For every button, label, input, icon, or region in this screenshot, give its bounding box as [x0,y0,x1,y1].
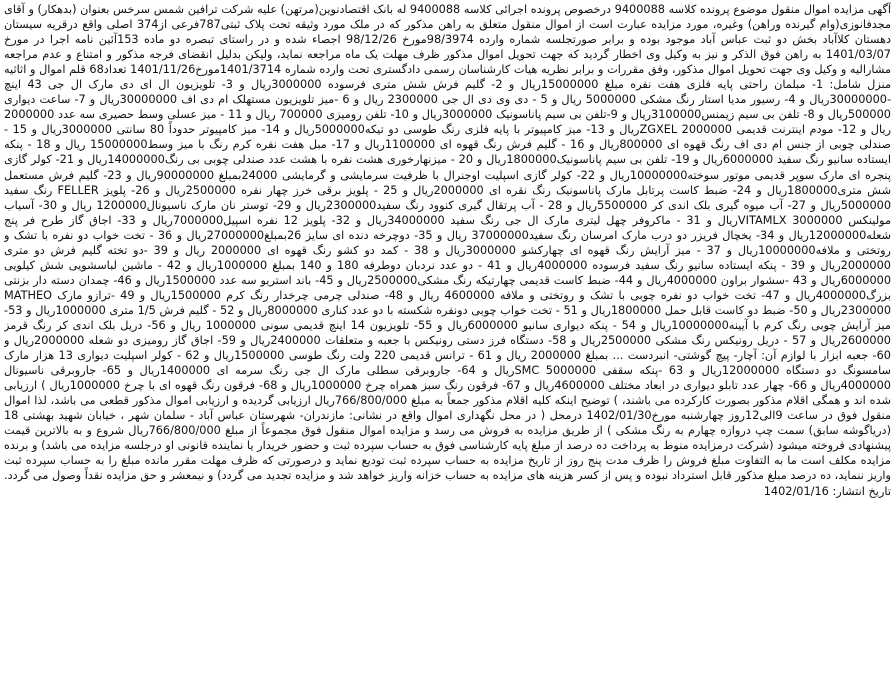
auction-notice [4,2,891,669]
notice-body-text: آگهی مزایده اموال منقول موضوع پرونده کلاسه 9400088 درخصوص پرونده اجرائی کلاسه 9400088 له بانک اقتصادنوین(مرتهن) علیه شرکت ترافین شمس سرخس بعنوان (بدهکار) و آقای مجدفانوزی(وام گیرنده وراهن) وغیره، مورد مزایده عبارت است از اموال منقول متعلق به راهن مذکور که در ملک مورد وثیقه تحت پلاک ثبتی787فرعی از374 اصلی واقع درقریه سیستان دهستان کلاآباد بخش دو ثبت عباس آباد موجود بوده و برابر صورتجلسه شماره وارده 98/3974مورخ 98/12/26 اجصاء شده و در راستای تبصره دو ماده 153آئین نامه اجرا در مورخ 1401/03/07 به راهن فوق الذکر و نیز به وکیل وی اخطار گردید که جهت تحویل اموال مذکور ظرف مهلت یک ماه مراجعه نماید، ولیکن بدلیل انقضای فرجه مذکور و امتناع و عدم مراجعه مشارالیه و وکیل وی جهت تحویل اموال مذکور، وفق مقررات و برابر نظریه هیات کارشناسان رسمی دادگستری تحت وارده شماره 1401/3714مورخ1401/11/26 تعداد68 قلم اموال و اثاثیه منزل شامل: 1- مبلمان راحتی پایه فلزی هفت نفره مبلغ 15000000ریال و 2- گلیم فرش شش متری فرسوده 3000000ریال و 3- تلویزیون ال ای دی مارک ال جی 43 اینچ -30000000ریال و 4- رسیور مدیا استار رنگ مشکی 5000000 ریال و 5 - دی وی دی ال جی 2300000 ریال و 6 -میز تلویزیون مستهلک ام دی اف 30000000ریال و 7- ساعت دیواری 500000ریال و 8- تلفن بی سیم زیمنس3100000ریال و 9-تلفن بی سیم پاناسونیک 3000000ریال و 10- تلفن رومیزی 700000 ریال و 11 - میز عسلی وسط حصیری سه عدد 2000000 ریال و 12- مودم اینترنت قدیمی ZGXEL 2000000ریال و 13- میز کامپیوتر با پایه فلزی رنگ طوسی دو تیکه5000000ریال و 14- میز کامپیوتر حدوداً 80 سانتی 3000000ریال و 15 - صندلی چوبی از جنس ام دی اف رنگ قهوه ای 800000ریال و 16 - گلیم فرش رنگ قهوه ای 1100000ریال و 17- مبل هفت نفره کرم رنگ با میز وسط15000000 ریال و 18 - پنکه ایستاده سانیو رنگ سفید 6000000ریال و 19- تلفن بی سیم پاناسونیک1800000ریال و 20 - میزنهارخوری هشت نفره با هشت عدد صندلی چوبی بی رنگ14000000ریال و 21- کولر گازی پنجره ای مارک سوپر قدیمی موتور سوخته10000000ریال و 22- کولر گازی اسپلیت اوجنرال با ظرفیت سرمایشی و گرمایشی 24000بمبلغ 90000000ریال و 23- گلیم فرش مستعمل شش متری1800000ریال و 24- ضبط کاست پرتابل مارک پاناسونیک رنگ نقره ای 2000000ریال و 25 - پلویز برقی خرز چهار نفره 2500000ریال و 26- پلویز FELLER رنگ سفید 5000000ریال و 27- آب میوه گیری بلک اندی کر 5500000ریال و 28 - آب پرتقال گیری کنوود رنگ سفید2300000ریال و 29- توستر نان مارک ناسیونال1200000 ریال و 30- آسیاب مولینکس VITAMLX 3000000ریال و 31 - ماکروفر چهل لیتری مارک ال جی رنگ سفید 34000000ریال و 32- پلویز 12 نفره اسپیل7000000ریال و 33- اجاق گاز طرح فر پنج شعله12000000ریال و 34- یخچال فریزر دو درب مارک امرسان رنگ سفید37000000 ریال و 35- دوچرخه دنده ای سایز 26بمبلغ27000000ریال و 36 - تخت خواب دو نفره با تشک و روتختی و ملافه10000000ریال و 37 - میز آرایش رنگ قهوه ای چهارکشو 3000000ریال و 38 - کمد دو کشو رنگ قهوه ای 2000000 ریال و 39 -دو تخته گلیم فرش دو متری 2000000ریال و 39 - پنکه ایستاده سانیو رنگ سفید فرسوده 4000000ریال و 41 - دو عدد نردبان دوطرفه 180 و 140 بمبلغ 1000000ریال و 42 - ماشین لباسشویی شش کیلویی 6000000ریال و 43 -سشوار براون 4000000ریال و 44- ضبط کاست قدیمی چهارتیکه رنگ مشکی2500000ریال و 45- باند استریو سه عدد 1500000ریال و 46- چمدان دسته دار بزنتی بزرگ4000000ریال و 47- تخت خواب دو نفره چوبی با تشک و روتختی و ملافه 4600000 ریال و 48- صندلی چرمی چرخدار رنگ کرم 1500000ریال و 49 -ترازو مارک MATHEO 2300000ریال و 50- ضبط دو کاست قابل حمل 1800000ریال و 51 - تخت خواب چوبی دونفره شکسته با دو عدد کناری 8000000ریال و 52 - گلیم فرش 1/5 متری 1000000ریال و 53-میز آرایش چوبی رنگ کرم با آیینه10000000ریال و 54 - پنکه دیواری سانیو 6000000ریال و 55- تلویزیون 14 اینچ قدیمی سونی 1000000 ریال و 56- دریل بلک اندی کر رنگ قرمز 2600000ریال و 57 - دریل رونیکس رنگ مشکی 2500000ریال و 58- دستگاه فرز دستی رونیکس با جعبه و متعلقات 2400000ریال و 59- اجاق گاز رومیزی دو شعله 2000000ریال و 60- جعبه ابزار با لوازم آن: آچار- پیچ گوشتی- انبردست ... بمبلغ 2000000 ریال و 61 - ترانس قدیمی 220 ولت رنگ طوسی 1500000ریال و 62 - کولر اسپلیت دیواری 13 هزار مارک سامسونگ دو دستگاه 12000000ریال و 63 -پنکه سقفی SMC 5000000ریال و 64- جاروبرقی سطلی مارک ال جی رنگ سرمه ای 1400000ریال و 65- جاروبرقی ناسیونال 4000000ریال و 66- چهار عدد تابلو دیواری در ابعاد مختلف 4600000ریال و 67- فرقون رنگ سبز همراه چرخ 1000000ریال و 68- فرقون رنگ قهوه ای با چرخ 1000000ریال ) ارزیابی شده اند و همگی اقلام مذکور بصورت کارکرده می باشند، ) توضیح اینکه کلیه اقلام مذکور جمعاً به مبلغ 766/800/000ریال ارزیابی گردیده و ارزیابی اموال مذکور قطعی می باشد، لذا اموال منقول فوق در ساعت 9الی12روز چهارشنبه مورخ1402/01/30 درمحل ( در محل نگهداری اموال واقع در نشانی: مازندران- شهرستان عباس آباد - سلمان شهر ، خیابان شهید بهشتی 18 (دریاگوشه سابق) سمت چپ دروازه چهارم به رنگ مشکی ) از طریق مزایده به فروش می رسد و مزایده اموال منقول فوق مجموعاً از مبلغ 766/800/000ریال شروع و به بالاترین قیمت پیشنهادی فروخته میشود (شرکت درمزایده منوط به پرداخت ده درصد از مبلغ پایه کارشناسی فوق به حساب سپرده ثبت و حضور خریدار یا نماینده قانونی او درجلسه مزایده می باشد) و برنده مزایده مکلف است ما به التفاوت مبلغ فروش را ظرف مدت پنج روز از تاریخ مزایده به حساب سپرده ثبت تودیع نماید و درصورتی که ظرف مهلت مقرر مانده مبلغ را به حساب سپرده ثبت واریز ننماید، ده درصد مبلغ مذکور قابل استرداد نبوده و پس از کسر هزینه های مزایده به حساب خزانه واریز خواهد شد و مزایده تجدید می گردد) و نیمعشر و حق مزایده نقداً وصول می گردد. تاریخ انتشار: 1402/01/16 [4,3,891,498]
